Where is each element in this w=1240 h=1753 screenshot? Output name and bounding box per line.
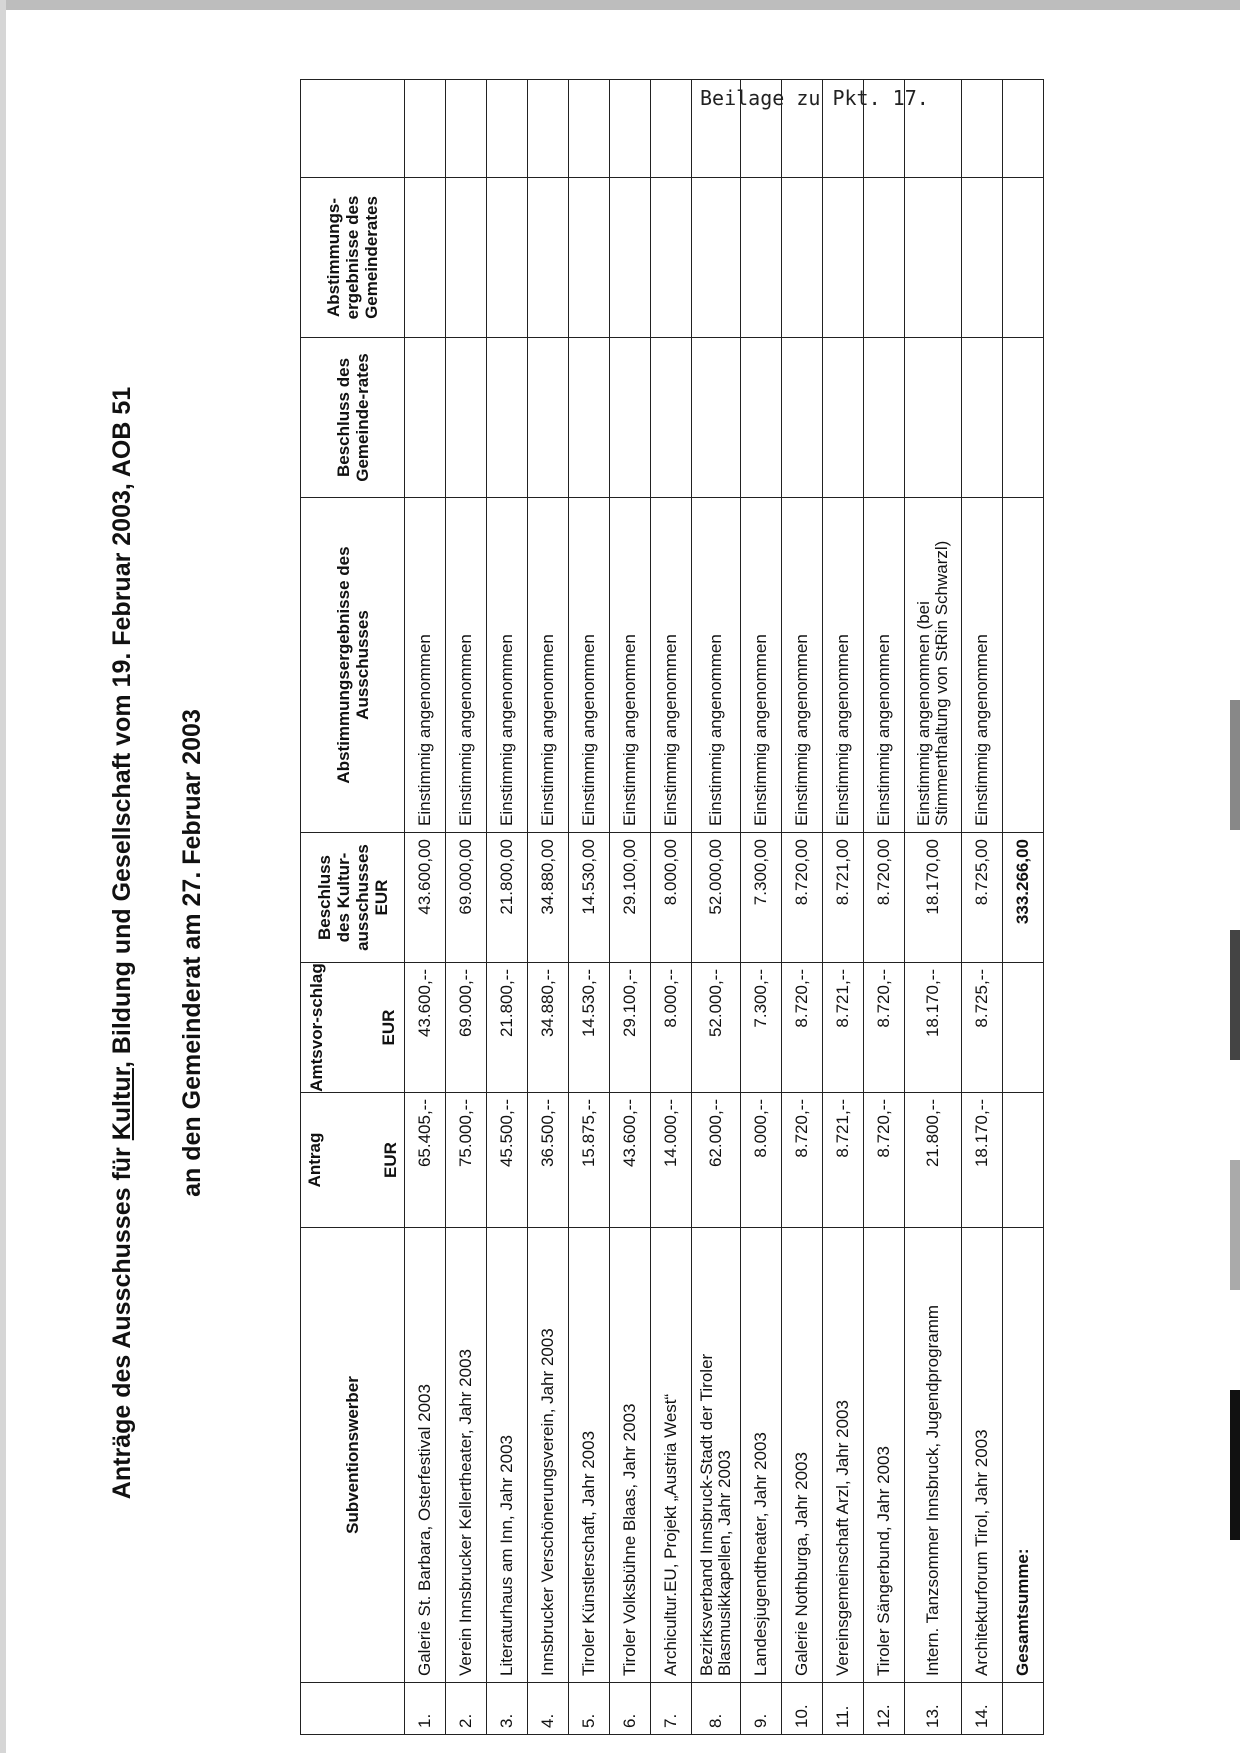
header-subventionswerber: Subventionswerber xyxy=(301,1228,405,1683)
row-amtsvorschlag: 8.725,-- xyxy=(962,963,1003,1093)
row-empty xyxy=(905,80,962,178)
row-antrag: 75.000,-- xyxy=(446,1093,487,1228)
row-antrag: 36.500,-- xyxy=(528,1093,569,1228)
row-antrag: 14.000,-- xyxy=(651,1093,692,1228)
row-abstimmung-gr xyxy=(569,178,610,338)
row-name: Innsbrucker Verschönerungsverein, Jahr 2003 xyxy=(528,1228,569,1683)
row-nr: 5. xyxy=(569,1683,610,1735)
table-row xyxy=(446,80,487,1735)
table-row xyxy=(782,80,823,1735)
row-empty xyxy=(528,80,569,178)
row-nr: 7. xyxy=(651,1683,692,1735)
row-nr: 6. xyxy=(610,1683,651,1735)
table-row xyxy=(962,80,1003,1735)
row-name: Vereinsgemeinschaft Arzl, Jahr 2003 xyxy=(823,1228,864,1683)
row-amtsvorschlag: 8.720,-- xyxy=(864,963,905,1093)
row-empty xyxy=(823,80,864,178)
row-empty xyxy=(782,80,823,178)
row-antrag: 65.405,-- xyxy=(405,1093,446,1228)
header-beschluss-ausschuss: Beschluss des Kultur-ausschusses EUR xyxy=(301,833,405,963)
table-row xyxy=(405,80,446,1735)
row-name: Verein Innsbrucker Kellertheater, Jahr 2003 xyxy=(446,1228,487,1683)
row-amtsvorschlag: 29.100,-- xyxy=(610,963,651,1093)
row-amtsvorschlag: 8.000,-- xyxy=(651,963,692,1093)
table-row xyxy=(569,80,610,1735)
row-beschluss-gr xyxy=(864,338,905,498)
row-empty xyxy=(610,80,651,178)
row-amtsvorschlag: 8.721,-- xyxy=(823,963,864,1093)
row-beschluss-gr xyxy=(569,338,610,498)
header-amtsvorschlag xyxy=(301,963,405,1093)
total-amtsvorschlag xyxy=(1003,963,1044,1093)
header-amtsvorschlag-unit: EUR xyxy=(379,1009,398,1046)
row-name: Literaturhaus am Inn, Jahr 2003 xyxy=(487,1228,528,1683)
header-nr xyxy=(301,1683,405,1735)
row-abstimmung-gr xyxy=(823,178,864,338)
row-abstimmung-gr xyxy=(782,178,823,338)
row-name: Architekturforum Tirol, Jahr 2003 xyxy=(962,1228,1003,1683)
header-antrag-unit: EUR xyxy=(381,1142,400,1178)
row-abstimmung-gr xyxy=(405,178,446,338)
table-row xyxy=(741,80,782,1735)
header-antrag xyxy=(301,1093,405,1228)
row-abstimmung: Einstimmig angenommen xyxy=(962,498,1003,833)
row-beschluss: 8.720,00 xyxy=(864,833,905,963)
row-abstimmung: Einstimmig angenommen xyxy=(651,498,692,833)
row-amtsvorschlag: 7.300,-- xyxy=(741,963,782,1093)
row-name: Intern. Tanzsommer Innsbruck, Jugendprogramm xyxy=(905,1228,962,1683)
row-antrag: 45.500,-- xyxy=(487,1093,528,1228)
row-beschluss: 29.100,00 xyxy=(610,833,651,963)
row-abstimmung-gr xyxy=(905,178,962,338)
row-beschluss: 14.530,00 xyxy=(569,833,610,963)
row-name: Archicultur.EU, Projekt „Austria West“ xyxy=(651,1228,692,1683)
row-nr: 14. xyxy=(962,1683,1003,1735)
row-amtsvorschlag: 52.000,-- xyxy=(692,963,741,1093)
row-beschluss: 21.800,00 xyxy=(487,833,528,963)
row-beschluss: 8.721,00 xyxy=(823,833,864,963)
row-abstimmung: Einstimmig angenommen xyxy=(569,498,610,833)
row-amtsvorschlag: 18.170,-- xyxy=(905,963,962,1093)
row-amtsvorschlag: 21.800,-- xyxy=(487,963,528,1093)
row-amtsvorschlag: 14.530,-- xyxy=(569,963,610,1093)
row-abstimmung-gr xyxy=(487,178,528,338)
title-underlined: Kultur xyxy=(108,1068,136,1141)
row-name: Tiroler Künstlerschaft, Jahr 2003 xyxy=(569,1228,610,1683)
row-abstimmung: Einstimmig angenommen xyxy=(692,498,741,833)
page-title xyxy=(108,283,137,1603)
row-antrag: 8.721,-- xyxy=(823,1093,864,1228)
row-empty xyxy=(962,80,1003,178)
row-abstimmung: Einstimmig angenommen (bei Stimmenthaltung von StRin Schwarzl) xyxy=(905,498,962,833)
row-beschluss-gr xyxy=(528,338,569,498)
row-beschluss-gr xyxy=(651,338,692,498)
table-header-row xyxy=(301,80,405,1735)
header-empty xyxy=(301,80,405,178)
row-abstimmung-gr xyxy=(864,178,905,338)
row-antrag: 18.170,-- xyxy=(962,1093,1003,1228)
total-abstimmung-gr xyxy=(1003,178,1044,338)
row-nr: 4. xyxy=(528,1683,569,1735)
total-nr xyxy=(1003,1683,1044,1735)
annotation-note: Beilage zu Pkt. 17. xyxy=(700,86,929,110)
row-abstimmung: Einstimmig angenommen xyxy=(741,498,782,833)
page-subtitle: an den Gemeinderat am 27. Februar 2003 xyxy=(178,709,206,1197)
row-abstimmung: Einstimmig angenommen xyxy=(405,498,446,833)
row-abstimmung-gr xyxy=(528,178,569,338)
row-antrag: 8.000,-- xyxy=(741,1093,782,1228)
row-name: Landesjugendtheater, Jahr 2003 xyxy=(741,1228,782,1683)
row-beschluss: 69.000,00 xyxy=(446,833,487,963)
row-beschluss: 18.170,00 xyxy=(905,833,962,963)
header-abstimmung-ausschuss: Abstimmungsergebnisse des Ausschusses xyxy=(301,498,405,833)
subvention-table xyxy=(300,79,1044,1735)
row-abstimmung: Einstimmig angenommen xyxy=(610,498,651,833)
row-antrag: 15.875,-- xyxy=(569,1093,610,1228)
row-beschluss-gr xyxy=(782,338,823,498)
header-amtsvorschlag-label: Amtsvor-schlag xyxy=(307,963,326,1092)
total-label: Gesamtsumme: xyxy=(1003,1228,1044,1683)
row-empty xyxy=(487,80,528,178)
total-beschluss-gr xyxy=(1003,338,1044,498)
row-abstimmung: Einstimmig angenommen xyxy=(782,498,823,833)
row-abstimmung: Einstimmig angenommen xyxy=(487,498,528,833)
table-row xyxy=(864,80,905,1735)
total-abstimmung xyxy=(1003,498,1044,833)
row-beschluss-gr xyxy=(823,338,864,498)
row-abstimmung: Einstimmig angenommen xyxy=(528,498,569,833)
row-name: Tiroler Sängerbund, Jahr 2003 xyxy=(864,1228,905,1683)
row-amtsvorschlag: 8.720,-- xyxy=(782,963,823,1093)
table-row xyxy=(823,80,864,1735)
row-nr: 2. xyxy=(446,1683,487,1735)
header-abstimmung-gemeinderat: Abstimmungs-ergebnisse des Gemeinderates xyxy=(301,178,405,338)
title-prefix: Anträge des Ausschusses für xyxy=(108,1140,136,1500)
row-abstimmung-gr xyxy=(446,178,487,338)
row-abstimmung-gr xyxy=(610,178,651,338)
row-empty xyxy=(446,80,487,178)
row-beschluss: 8.720,00 xyxy=(782,833,823,963)
row-abstimmung-gr xyxy=(692,178,741,338)
header-beschluss-gemeinderat: Beschluss des Gemeinde-rates xyxy=(301,338,405,498)
row-beschluss-gr xyxy=(487,338,528,498)
row-empty xyxy=(864,80,905,178)
row-beschluss-gr xyxy=(405,338,446,498)
row-name: Tiroler Volksbühne Blaas, Jahr 2003 xyxy=(610,1228,651,1683)
row-name: Bezirksverband Innsbruck-Stadt der Tiroler Blasmusikkapellen, Jahr 2003 xyxy=(692,1228,741,1683)
row-empty xyxy=(741,80,782,178)
row-abstimmung: Einstimmig angenommen xyxy=(823,498,864,833)
row-empty xyxy=(651,80,692,178)
row-name: Galerie St. Barbara, Osterfestival 2003 xyxy=(405,1228,446,1683)
row-name: Galerie Nothburga, Jahr 2003 xyxy=(782,1228,823,1683)
row-antrag: 21.800,-- xyxy=(905,1093,962,1228)
row-amtsvorschlag: 43.600,-- xyxy=(405,963,446,1093)
total-value: 333.266,00 xyxy=(1003,833,1044,963)
row-beschluss: 43.600,00 xyxy=(405,833,446,963)
row-empty xyxy=(569,80,610,178)
row-antrag: 8.720,-- xyxy=(864,1093,905,1228)
row-beschluss-gr xyxy=(610,338,651,498)
row-empty xyxy=(405,80,446,178)
row-nr: 8. xyxy=(692,1683,741,1735)
row-beschluss-gr xyxy=(741,338,782,498)
table-row xyxy=(692,80,741,1735)
row-antrag: 8.720,-- xyxy=(782,1093,823,1228)
table-total-row xyxy=(1003,80,1044,1735)
row-abstimmung: Einstimmig angenommen xyxy=(446,498,487,833)
total-antrag xyxy=(1003,1093,1044,1228)
row-beschluss: 7.300,00 xyxy=(741,833,782,963)
row-beschluss: 52.000,00 xyxy=(692,833,741,963)
total-empty xyxy=(1003,80,1044,178)
row-beschluss: 34.880,00 xyxy=(528,833,569,963)
table-row xyxy=(528,80,569,1735)
row-beschluss-gr xyxy=(962,338,1003,498)
row-antrag: 62.000,-- xyxy=(692,1093,741,1228)
row-amtsvorschlag: 69.000,-- xyxy=(446,963,487,1093)
row-beschluss: 8.725,00 xyxy=(962,833,1003,963)
table-row xyxy=(610,80,651,1735)
row-nr: 12. xyxy=(864,1683,905,1735)
row-abstimmung-gr xyxy=(651,178,692,338)
row-nr: 9. xyxy=(741,1683,782,1735)
row-abstimmung-gr xyxy=(741,178,782,338)
row-nr: 10. xyxy=(782,1683,823,1735)
row-amtsvorschlag: 34.880,-- xyxy=(528,963,569,1093)
row-beschluss: 8.000,00 xyxy=(651,833,692,963)
title-suffix: , Bildung und Gesellschaft vom 19. Februar 2003, AOB 51 xyxy=(108,386,136,1069)
table-row xyxy=(651,80,692,1735)
row-beschluss-gr xyxy=(692,338,741,498)
row-nr: 13. xyxy=(905,1683,962,1735)
row-nr: 3. xyxy=(487,1683,528,1735)
row-empty xyxy=(692,80,741,178)
row-abstimmung-gr xyxy=(962,178,1003,338)
row-abstimmung: Einstimmig angenommen xyxy=(864,498,905,833)
table-row xyxy=(905,80,962,1735)
row-nr: 1. xyxy=(405,1683,446,1735)
row-beschluss-gr xyxy=(446,338,487,498)
row-nr: 11. xyxy=(823,1683,864,1735)
header-antrag-label: Antrag xyxy=(305,1132,324,1188)
row-beschluss-gr xyxy=(905,338,962,498)
row-antrag: 43.600,-- xyxy=(610,1093,651,1228)
table-row xyxy=(487,80,528,1735)
